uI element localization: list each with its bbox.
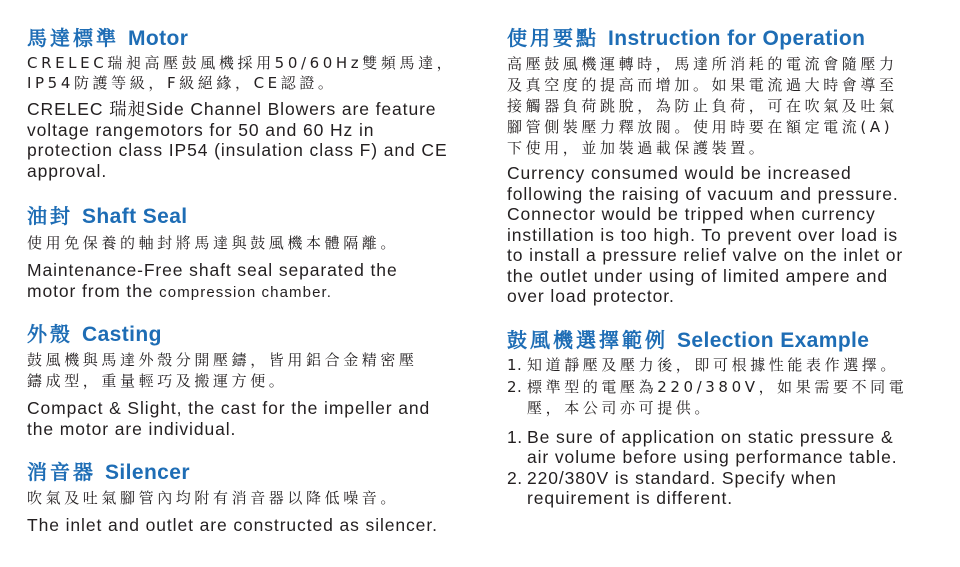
selection-en-item (507, 468, 952, 509)
casting-heading (27, 322, 162, 346)
motor-zh-paragraph (27, 53, 472, 93)
selection-en-item (507, 427, 952, 468)
selection-en-item-number: 1. (507, 427, 523, 447)
casting-heading-en: Casting (82, 323, 162, 346)
motor-en-line: protection class IP54 (insulation class F) and CE (27, 140, 448, 161)
selection-zh-item (507, 377, 952, 420)
instruction-zh-line: 及真空度的提高而增加。如果電流過大時會導至 (507, 76, 898, 94)
motor-zh-line: CRELEC瑞昶高壓鼓風機採用50/60Hz雙頻馬達， (27, 54, 456, 72)
instruction-en-line: Currency consumed would be increased (507, 163, 852, 183)
instruction-heading-en: Instruction for Operation (608, 27, 866, 50)
casting-heading-zh: 外殼 (27, 322, 73, 346)
motor-en-paragraph (27, 99, 472, 182)
selection-en-list (507, 427, 952, 508)
selection-heading-zh: 鼓風機選擇範例 (507, 328, 668, 352)
casting-en-paragraph (27, 398, 472, 440)
selection-en-item-number: 2. (507, 467, 523, 488)
shaft-seal-zh-line: 使用免保養的軸封將馬達與鼓風機本體隔離。 (27, 234, 400, 252)
casting-en-line: the motor are individual. (27, 419, 237, 439)
selection-zh-list (507, 355, 952, 420)
selection-zh-item-number: 1. (507, 356, 523, 374)
motor-en-line: approval. (27, 161, 108, 182)
instruction-heading-zh: 使用要點 (507, 26, 599, 50)
selection-zh-item (507, 355, 952, 377)
shaft-seal-heading-zh: 油封 (27, 204, 73, 228)
casting-zh-line: 鑄成型，重量輕巧及搬運方便。 (27, 372, 288, 390)
instruction-heading (507, 26, 865, 50)
selection-en-item-text (527, 427, 952, 468)
silencer-heading (27, 460, 190, 484)
casting-zh-line: 鼓風機與馬達外殼分開壓鑄，皆用鋁合金精密壓 (27, 351, 418, 369)
selection-en-line: Be sure of application on static pressure & (527, 427, 894, 447)
instruction-en-line: the outlet under using of limited ampere and (507, 265, 889, 286)
instruction-en-line: Connector would be tripped when currency (507, 204, 876, 224)
selection-heading-en: Selection Example (677, 329, 870, 352)
motor-heading-en: Motor (128, 27, 189, 50)
silencer-zh-line: 吹氣及吐氣腳管內均附有消音器以降低噪音。 (27, 489, 400, 507)
instruction-zh-line: 高壓鼓風機運轉時，馬達所消耗的電流會隨壓力 (507, 55, 898, 73)
motor-zh-line: IP54防護等級，F級絕緣，CE認證。 (27, 74, 337, 92)
instruction-zh-line: 下使用，並加裝過載保護裝置。 (507, 139, 768, 157)
instruction-en-line: instillation is too high. To prevent over load is (507, 224, 899, 245)
silencer-zh-paragraph (27, 488, 472, 508)
shaft-seal-heading (27, 204, 188, 228)
casting-en-line: Compact & Slight, the cast for the impeller and (27, 398, 431, 418)
selection-zh-item-text (527, 355, 952, 377)
selection-zh-item-text (527, 377, 952, 420)
shaft-seal-en-line-start: motor from the (27, 281, 154, 301)
instruction-zh-line: 腳管側裝壓力釋放閥。使用時要在額定電流(A) (507, 118, 894, 136)
motor-heading (27, 26, 188, 50)
instruction-en-line: to install a pressure relief valve on the inlet or (507, 245, 904, 265)
instruction-zh-paragraph (507, 54, 952, 159)
shaft-seal-heading-en: Shaft Seal (82, 205, 188, 228)
instruction-en-paragraph (507, 163, 952, 307)
selection-en-line: air volume before using performance table. (527, 447, 898, 468)
selection-zh-item-number: 2. (507, 377, 523, 396)
shaft-seal-en-line: Maintenance-Free shaft seal separated the (27, 260, 398, 280)
selection-zh-line: 壓，本公司亦可提供。 (527, 399, 714, 417)
motor-en-line: voltage rangemotors for 50 and 60 Hz in (27, 119, 375, 140)
motor-heading-zh: 馬達標準 (27, 26, 119, 50)
selection-zh-line: 標準型的電壓為220/380V，如果需要不同電 (527, 377, 908, 396)
selection-zh-line: 知道靜壓及壓力後，即可根據性能表作選擇。 (527, 356, 900, 374)
silencer-en-line: The inlet and outlet are constructed as silencer. (27, 515, 438, 535)
instruction-zh-line: 接觸器負荷跳脫，為防止負荷，可在吹氣及吐氣 (507, 97, 898, 115)
instruction-en-line: over load protector. (507, 286, 675, 306)
shaft-seal-en-paragraph (27, 260, 472, 303)
motor-en-line: CRELEC 瑞昶Side Channel Blowers are feature (27, 99, 437, 119)
shaft-seal-zh-paragraph (27, 233, 472, 253)
casting-zh-paragraph (27, 350, 472, 392)
shaft-seal-en-line-tail: compression chamber. (159, 284, 333, 301)
selection-en-line: 220/380V is standard. Specify when (527, 467, 837, 488)
silencer-heading-en: Silencer (105, 461, 190, 484)
selection-en-line: requirement is different. (527, 487, 734, 508)
silencer-heading-zh: 消音器 (27, 460, 96, 484)
shaft-seal-en-line (27, 281, 472, 303)
silencer-en-paragraph (27, 515, 472, 536)
selection-en-item-text (527, 468, 952, 509)
instruction-en-line: following the raising of vacuum and pressure. (507, 183, 899, 204)
selection-heading (507, 328, 869, 352)
